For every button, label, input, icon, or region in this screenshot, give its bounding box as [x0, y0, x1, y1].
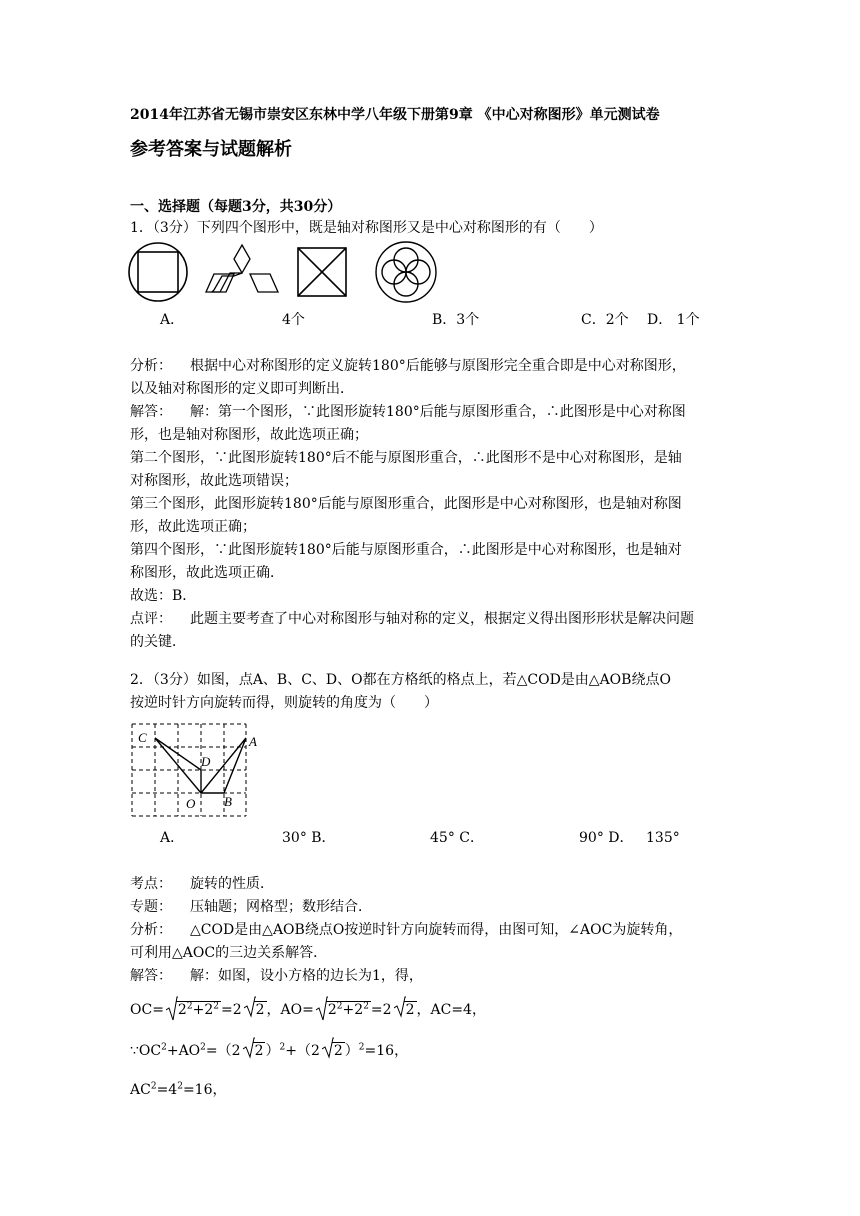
doc-title: 2014年江苏省无锡市崇安区东林中学八年级下册第9章 《中心对称图形》单元测试卷 — [130, 107, 660, 123]
q2-answer-text-1: 解：如图，设小方格的边长为1，得， — [190, 968, 423, 984]
q2-stem-1: 2．（3分）如图，点A、B、C、D、O都在方格纸的格点上，若△COD是由△AOB绕点O — [130, 672, 671, 688]
q1-answer-text-1: 解：第一个图形，∵此图形旋转180°后能与原图形重合，∴此图形是中心对称图 — [190, 404, 686, 420]
q2-stem-2: 按逆时针方向旋转而得，则旋转的角度为（ ） — [130, 695, 438, 711]
q1-analysis-1 — [130, 357, 686, 375]
q1-option-a-letter: A． — [160, 312, 185, 328]
point-a-label: A — [249, 734, 257, 749]
sqrt-icon — [322, 1041, 345, 1061]
radical-sign-icon — [322, 1037, 334, 1059]
q1-option-c: C．2个 — [581, 312, 629, 328]
q1-answer-3: 第二个图形，∵此图形旋转180°后不能与原图形重合，∴此图形不是中心对称图形，是轴 — [130, 450, 682, 466]
eq1-rad: 2 — [255, 1002, 265, 1018]
q2-analysis-2: 可利用△AOC的三边关系解答． — [130, 945, 328, 961]
q2-kaodian — [130, 875, 274, 893]
q2-option-b-val: 45° C． — [430, 830, 484, 846]
eq2-e1: 2 — [161, 1042, 167, 1053]
q2-equation-1 — [130, 1000, 486, 1020]
q1-comment-label: 点评： — [130, 611, 172, 627]
q1-answer-1 — [130, 403, 686, 421]
q2-zhuanti-label: 专题： — [130, 899, 172, 915]
point-c-label: C — [138, 730, 147, 745]
eq2-rad1: 2 — [254, 1043, 264, 1059]
eq1-e3: 2 — [336, 1001, 343, 1012]
eq2-rad2: 2 — [333, 1043, 343, 1059]
eq2-close1: ） — [265, 1043, 280, 1059]
eq1-plus: + — [192, 1002, 205, 1018]
q2-equation-3 — [130, 1080, 226, 1100]
point-d-label: D — [201, 754, 211, 769]
point-b-label: B — [224, 794, 232, 809]
eq1-eq2: = — [370, 1002, 383, 1018]
q2-option-a-val: 30° B． — [282, 830, 336, 846]
q1-choice: 故选：B． — [130, 588, 197, 604]
eq2-tail: =16， — [364, 1043, 409, 1059]
q1-answer-6: 形，故此选项正确； — [130, 519, 256, 535]
q1-figures — [128, 240, 458, 306]
radical-sign-icon — [244, 996, 256, 1018]
sqrt-icon — [394, 1000, 417, 1020]
eq1-r3: 2 — [327, 1002, 337, 1018]
q1-answer-5: 第三个图形，此图形旋转180°后能与原图形重合，此图形是中心对称图形，也是轴对称图 — [130, 496, 682, 512]
q2-answer-label: 解答： — [130, 968, 172, 984]
eq2-p2: 2 — [358, 1042, 365, 1053]
q2-option-d-val: 135° — [646, 830, 680, 846]
q1-analysis-label: 分析： — [130, 358, 172, 374]
q1-comment-text-1: 此题主要考查了中心对称图形与轴对称的定义，根据定义得出图形形状是解决问题 — [190, 611, 694, 627]
figure-square-diagonals — [298, 248, 346, 296]
eq2-c1: 2 — [231, 1043, 241, 1059]
eq1-e1: 2 — [186, 1001, 193, 1012]
section-heading: 一、选择题（每题3分，共30分） — [130, 199, 342, 215]
eq2-c2: 2 — [310, 1043, 320, 1059]
q2-option-a: A． — [160, 830, 185, 846]
eq3-e2: 2 — [177, 1081, 183, 1092]
eq1-oc: OC= — [130, 1002, 164, 1018]
eq1-res: 2 — [232, 1002, 242, 1018]
q1-option-b: B．3个 — [432, 312, 480, 328]
eq2-head: ∵OC — [130, 1043, 162, 1059]
q2-analysis-1 — [130, 921, 682, 939]
eq1-plus2: + — [342, 1002, 355, 1018]
eq1-e4: 2 — [363, 1001, 369, 1012]
radical-sign-icon — [316, 996, 328, 1022]
eq1-eq: = — [220, 1002, 233, 1018]
q1-option-d: D． 1个 — [647, 312, 700, 328]
eq1-r2: 2 — [204, 1002, 214, 1018]
q2-analysis-label: 分析： — [130, 922, 172, 938]
eq3-mid: =4 — [156, 1082, 178, 1098]
figure-circle-petals — [376, 242, 436, 302]
q1-comment-1 — [130, 610, 694, 628]
q1-answer-label: 解答： — [130, 404, 172, 420]
sqrt-icon — [243, 1041, 266, 1061]
eq2-plus: +（ — [285, 1043, 311, 1059]
q1-answer-2: 形，也是轴对称图形，故此选项正确； — [130, 427, 368, 443]
eq1-r4: 2 — [354, 1002, 364, 1018]
sqrt-icon — [244, 1000, 267, 1020]
q1-answer-8: 称图形，故此选项正确． — [130, 565, 284, 581]
q1-analysis-text-1: 根据中心对称图形的定义旋转180°后能够与原图形完全重合即是中心对称图形， — [190, 358, 686, 374]
eq2-eq: =（ — [205, 1043, 232, 1059]
eq1-radicand-2 — [326, 1001, 371, 1018]
radical-sign-icon — [394, 996, 406, 1018]
q1-answer-7: 第四个图形，∵此图形旋转180°后能与原图形重合，∴此图形是中心对称图形，也是轴对 — [130, 542, 682, 558]
q1-option-a-text: 4个 — [282, 312, 305, 328]
q2-grid-figure — [128, 720, 270, 820]
q1-comment-2: 的关键． — [130, 634, 186, 650]
eq3-tail: =16， — [182, 1082, 227, 1098]
eq2-p1: 2 — [279, 1042, 286, 1053]
point-o-label: O — [186, 796, 196, 811]
q2-option-c-val: 90° D． — [579, 830, 634, 846]
q2-kaodian-label: 考点： — [130, 876, 172, 892]
radical-sign-icon — [166, 996, 178, 1022]
eq2-close2: ） — [344, 1043, 359, 1059]
eq1-radicand-1 — [176, 1001, 221, 1018]
sqrt-icon — [166, 1000, 221, 1020]
q1-analysis-2: 以及轴对称图形的定义即可判断出． — [130, 381, 354, 397]
eq1-tail: ，AC=4， — [416, 1002, 486, 1018]
doc-subtitle: 参考答案与试题解析 — [130, 139, 292, 160]
q2-analysis-text-1: △COD是由△AOB绕点O按逆时针方向旋转而得，由图可知，∠AOC为旋转角， — [190, 922, 683, 938]
q2-equation-2 — [130, 1041, 408, 1061]
eq1-rad2: 2 — [405, 1002, 415, 1018]
q2-kaodian-text: 旋转的性质． — [190, 876, 274, 892]
eq2-mid: +AO — [166, 1043, 201, 1059]
q1-answer-4: 对称图形，故此选项错误； — [130, 473, 298, 489]
q2-zhuanti-text: 压轴题；网格型；数形结合． — [190, 899, 372, 915]
eq1-sep: ，AO= — [266, 1002, 314, 1018]
figure-three-rhombi — [206, 245, 278, 292]
eq1-e2: 2 — [213, 1001, 219, 1012]
eq1-res2: 2 — [382, 1002, 392, 1018]
eq1-r1: 2 — [177, 1002, 187, 1018]
eq3-e1: 2 — [150, 1081, 157, 1092]
figure-circle-square — [129, 243, 187, 301]
q1-stem: 1．（3分）下列四个图形中，既是轴对称图形又是中心对称图形的有（ ） — [130, 220, 603, 236]
q2-answer-1 — [130, 967, 423, 985]
sqrt-icon — [316, 1000, 371, 1020]
radical-sign-icon — [243, 1037, 255, 1059]
q2-zhuanti — [130, 898, 372, 916]
eq3-head: AC — [130, 1082, 151, 1098]
eq2-e2: 2 — [200, 1042, 206, 1053]
